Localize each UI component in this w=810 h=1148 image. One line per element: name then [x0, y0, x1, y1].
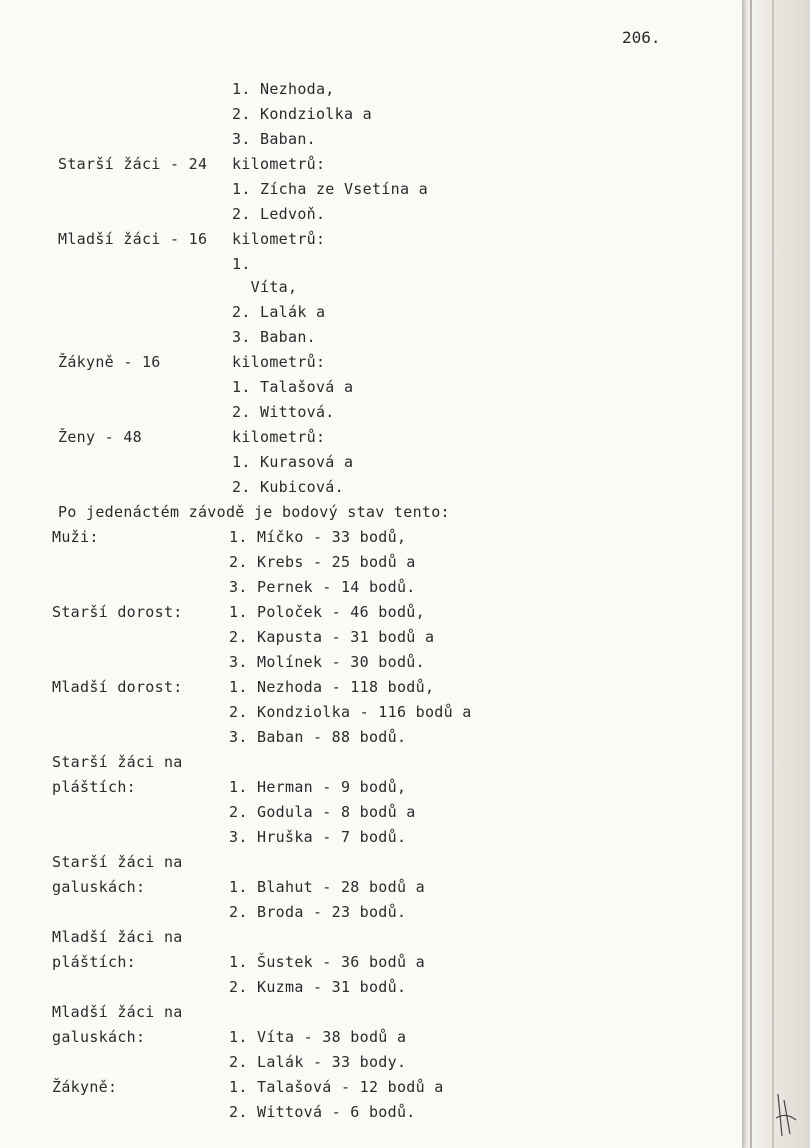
- result-entry: 1. Herman - 9 bodů,: [229, 778, 407, 796]
- category-label: Ženy - 48: [58, 428, 142, 446]
- result-entry: 2. Lalák - 33 body.: [229, 1053, 407, 1071]
- category-label: pláštích:: [52, 953, 136, 971]
- result-entry: 2. Kondziolka a: [232, 105, 372, 123]
- category-label: Žákyně:: [52, 1078, 118, 1096]
- result-entry: 1. Talašová a: [232, 378, 354, 396]
- category-label: Žákyně - 16: [58, 353, 161, 371]
- page-edge-line: [750, 0, 752, 1148]
- category-label: Starší žáci na: [52, 753, 183, 771]
- handwritten-mark: [770, 1090, 800, 1140]
- result-entry: 1. Poloček - 46 bodů,: [229, 603, 425, 621]
- category-label: pláštích:: [52, 778, 136, 796]
- result-entry: 2. Lalák a: [232, 303, 326, 321]
- result-entry: 1. Nezhoda - 118 bodů,: [229, 678, 435, 696]
- result-entry: 2. Kapusta - 31 bodů a: [229, 628, 435, 646]
- category-label: Starší žáci - 24: [58, 155, 208, 173]
- result-entry: 3. Pernek - 14 bodů.: [229, 578, 416, 596]
- result-entry: 3. Hruška - 7 bodů.: [229, 828, 407, 846]
- result-entry: kilometrů:: [232, 428, 326, 446]
- result-entry: 3. Baban.: [232, 328, 316, 346]
- category-label: galuskách:: [52, 1028, 146, 1046]
- result-entry: 2. Ledvoň.: [232, 205, 326, 223]
- category-label: Mladší žáci - 16: [58, 230, 208, 248]
- result-entry: kilometrů:: [232, 353, 326, 371]
- body-text-line: Po jedenáctém závodě je bodový stav tento:: [58, 503, 450, 521]
- category-label: Mladší žáci na: [52, 1003, 183, 1021]
- result-entry: Víta,: [232, 278, 298, 296]
- result-entry: 2. Broda - 23 bodů.: [229, 903, 407, 921]
- page-number: 206.: [622, 28, 661, 47]
- result-entry: 3. Molínek - 30 bodů.: [229, 653, 425, 671]
- result-entry: 2. Godula - 8 bodů a: [229, 803, 416, 821]
- result-entry: 1. Víta - 38 bodů a: [229, 1028, 407, 1046]
- result-entry: 1. Míčko - 33 bodů,: [229, 528, 407, 546]
- result-entry: 1. Nezhoda,: [232, 80, 335, 98]
- result-entry: 1. Kurasová a: [232, 453, 354, 471]
- category-label: Starší žáci na: [52, 853, 183, 871]
- result-entry: 2. Kuzma - 31 bodů.: [229, 978, 407, 996]
- result-entry: 2. Kubicová.: [232, 478, 344, 496]
- result-entry: 3. Baban - 88 bodů.: [229, 728, 407, 746]
- result-entry: 1. Zícha ze Vsetína a: [232, 180, 428, 198]
- category-label: Mladší dorost:: [52, 678, 183, 696]
- result-entry: 3. Baban.: [232, 130, 316, 148]
- page-edge-line: [772, 0, 774, 1148]
- result-entry: 2. Krebs - 25 bodů a: [229, 553, 416, 571]
- result-entry: 2. Wittová.: [232, 403, 335, 421]
- result-entry: kilometrů:: [232, 155, 326, 173]
- result-entry: 2. Wittová - 6 bodů.: [229, 1103, 416, 1121]
- result-entry: 2. Kondziolka - 116 bodů a: [229, 703, 472, 721]
- result-entry: 1. Talašová - 12 bodů a: [229, 1078, 444, 1096]
- category-label: Mladší žáci na: [52, 928, 183, 946]
- result-entry: 1. Šustek - 36 bodů a: [229, 953, 425, 971]
- result-entry: 1.: [232, 255, 251, 273]
- category-label: Muži:: [52, 528, 99, 546]
- result-entry: kilometrů:: [232, 230, 326, 248]
- page-edge-stack: [742, 0, 810, 1148]
- result-entry: 1. Blahut - 28 bodů a: [229, 878, 425, 896]
- category-label: galuskách:: [52, 878, 146, 896]
- category-label: Starší dorost:: [52, 603, 183, 621]
